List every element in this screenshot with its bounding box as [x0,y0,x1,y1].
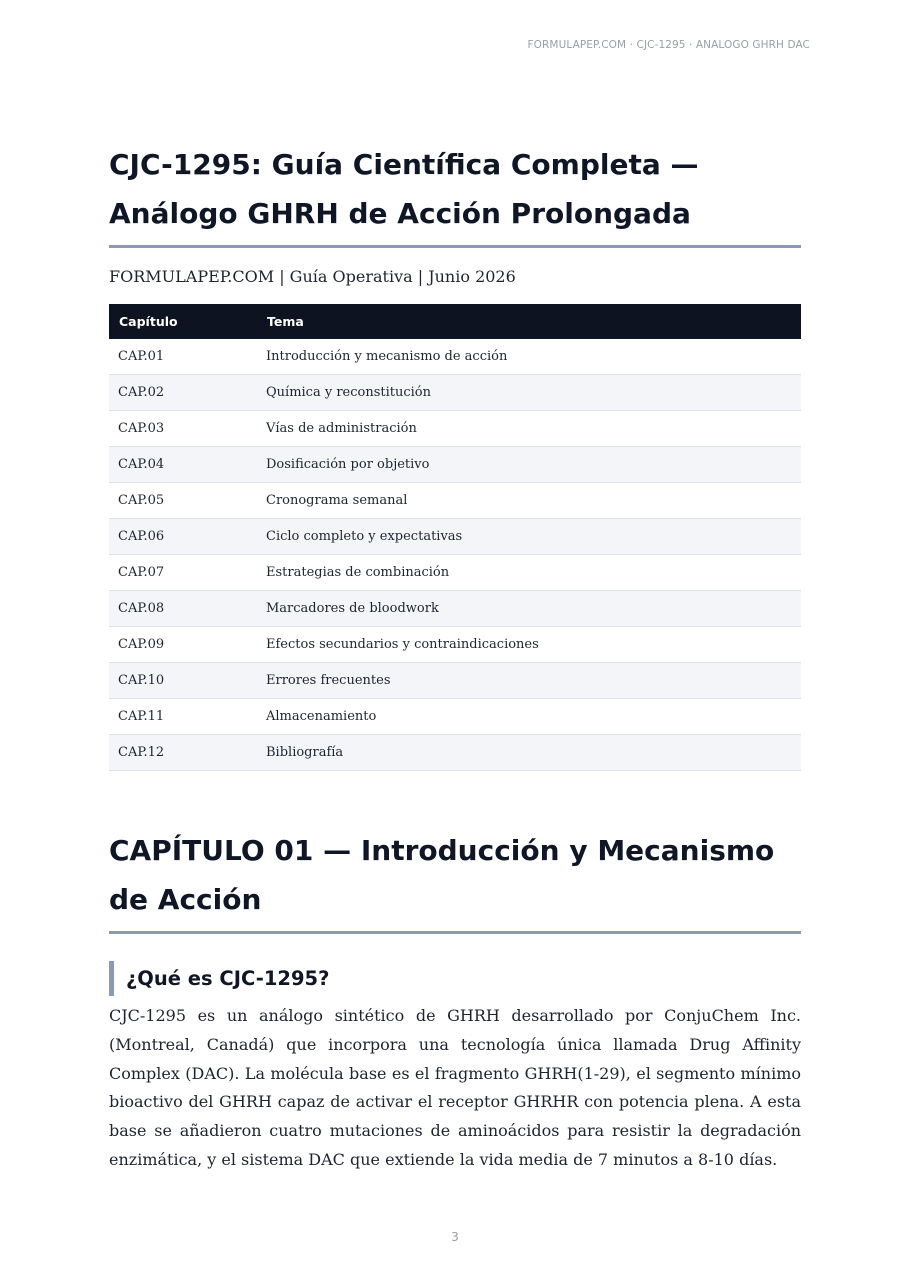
section-subheading: ¿Qué es CJC-1295? [109,961,801,996]
toc-chapter-cell: CAP.04 [109,447,257,483]
document-meta: FORMULAPEP.COM | Guía Operativa | Junio 2026 [109,267,516,286]
page-number: 3 [451,1230,459,1244]
page-content [109,140,801,1175]
toc-chapter-cell: CAP.01 [109,339,257,375]
toc-topic-cell: Marcadores de bloodwork [257,591,801,627]
table-row [109,519,801,555]
table-row [109,555,801,591]
table-row [109,339,801,375]
toc-topic-cell: Ciclo completo y expectativas [257,519,801,555]
table-row [109,375,801,411]
table-row [109,447,801,483]
toc-topic-cell: Introducción y mecanismo de acción [257,339,801,375]
toc-topic-cell: Dosificación por objetivo [257,447,801,483]
toc-chapter-cell: CAP.12 [109,735,257,771]
table-row [109,735,801,771]
table-row [109,483,801,519]
toc-header-row [109,304,801,339]
table-row [109,663,801,699]
toc-topic-cell: Errores frecuentes [257,663,801,699]
toc-chapter-cell: CAP.03 [109,411,257,447]
table-row [109,591,801,627]
toc-chapter-cell: CAP.06 [109,519,257,555]
toc-chapter-cell: CAP.10 [109,663,257,699]
body-paragraph: CJC-1295 es un análogo sintético de GHRH desarrollado por ConjuChem Inc. (Montreal, Canadá) que incorpora una tecnología única llamada Drug Affinity Complex (DAC). La molécula base es el fragmento GHRH(1-29), el segmento mínimo bioactivo del GHRH capaz de activar el receptor GHRHR con potencia plena. A esta base se añadieron cuatro mutaciones de aminoácidos para resistir la degradación enzimática, y el sistema DAC que extiende la vida media de 7 minutos a 8-10 días. [109,1006,801,1169]
toc-topic-cell: Vías de administración [257,411,801,447]
toc-chapter-cell: CAP.07 [109,555,257,591]
table-row [109,699,801,735]
toc-body [109,339,801,771]
toc-chapter-cell: CAP.05 [109,483,257,519]
toc-header-topic: Tema [267,314,304,329]
toc-topic-cell: Bibliografía [257,735,801,771]
running-header: FORMULAPEP.COM · CJC-1295 · ANALOGO GHRH DAC [527,39,810,51]
chapter-heading: CAPÍTULO 01 — Introducción y Mecanismo de Acción [109,826,801,934]
toc-topic-cell: Cronograma semanal [257,483,801,519]
toc-topic-cell: Química y reconstitución [257,375,801,411]
toc-chapter-cell: CAP.09 [109,627,257,663]
toc-topic-cell: Efectos secundarios y contraindicaciones [257,627,801,663]
table-row [109,627,801,663]
document-title: CJC-1295: Guía Científica Completa — Análogo GHRH de Acción Prolongada [109,140,801,248]
toc-topic-cell: Almacenamiento [257,699,801,735]
toc-chapter-cell: CAP.11 [109,699,257,735]
table-of-contents [109,304,801,771]
toc-header-chapter: Capítulo [119,314,178,329]
toc-topic-cell: Estrategias de combinación [257,555,801,591]
toc-chapter-cell: CAP.08 [109,591,257,627]
toc-chapter-cell: CAP.02 [109,375,257,411]
table-row [109,411,801,447]
